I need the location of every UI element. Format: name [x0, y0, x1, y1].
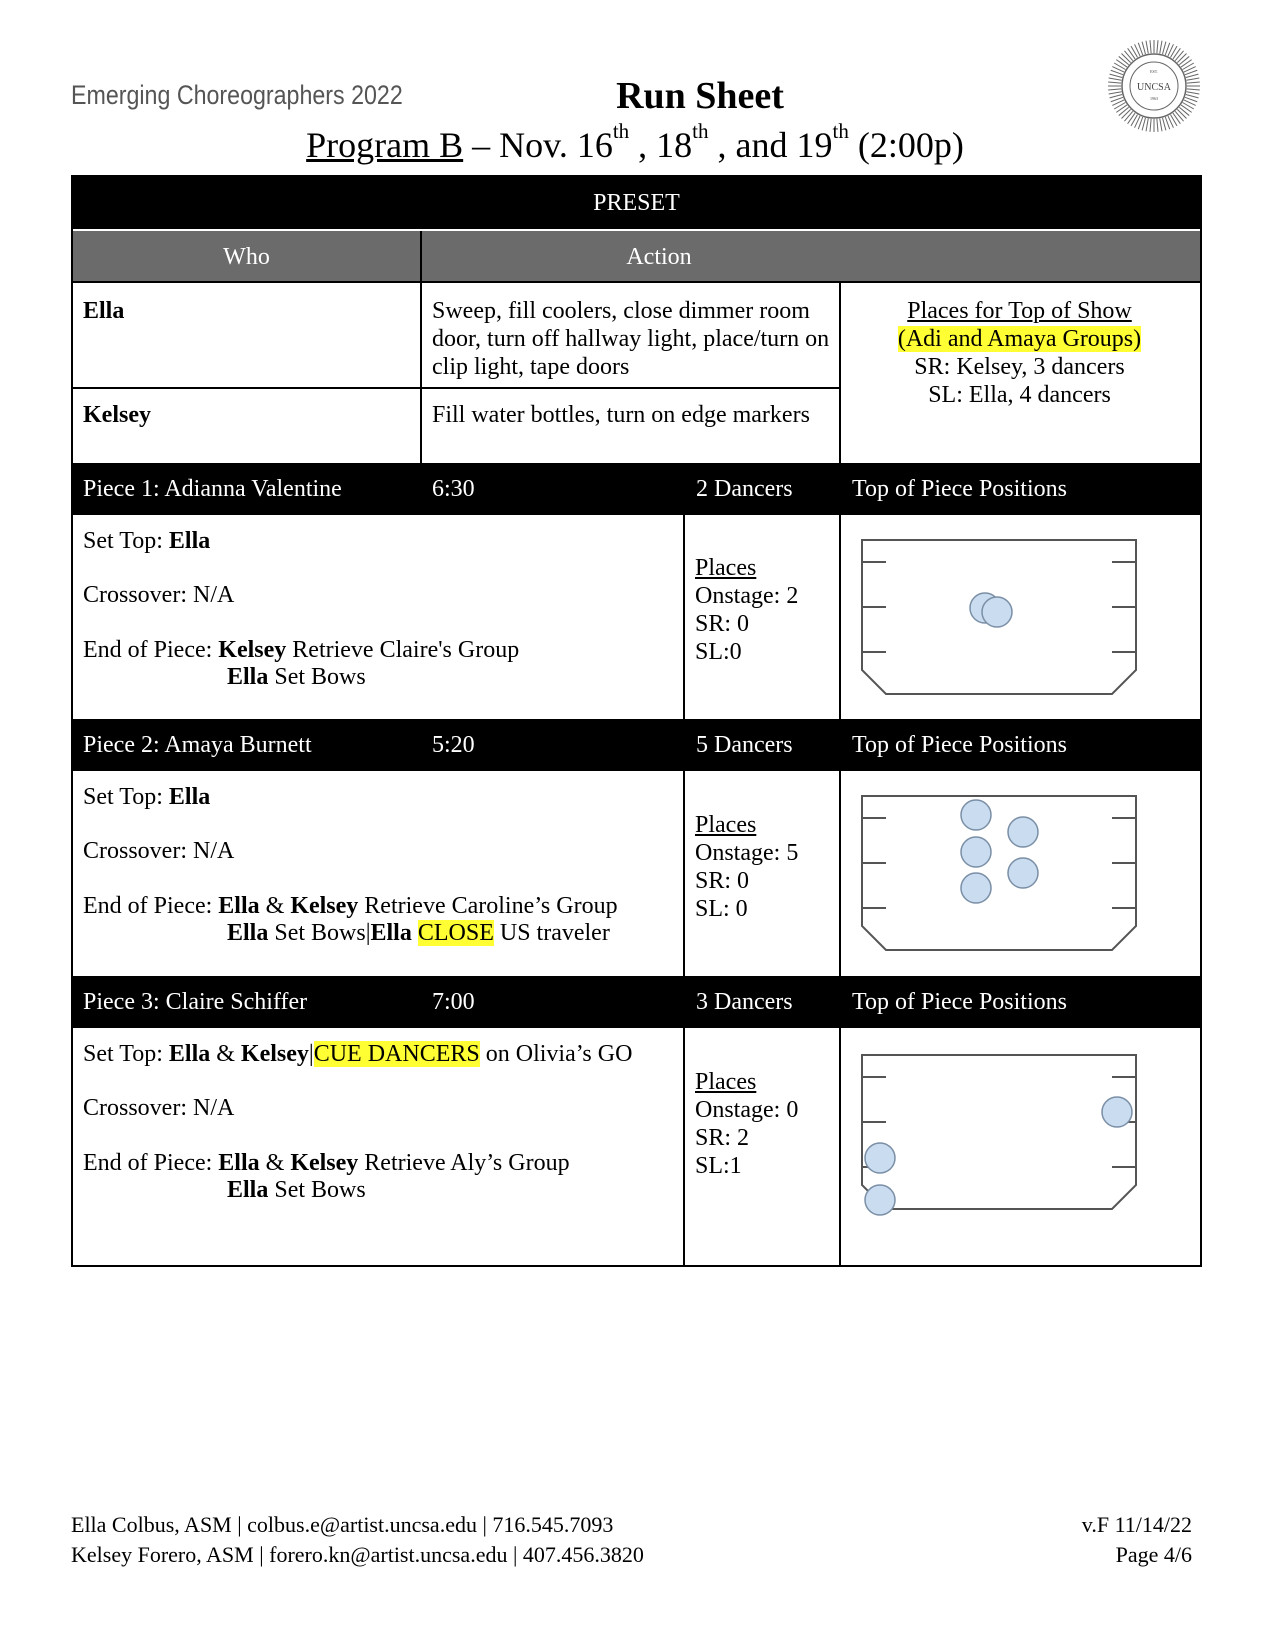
places-sr: SR: Kelsey, 3 dancers [914, 354, 1125, 380]
preset-action-ella: Sweep, fill coolers, close dimmer room door, turn off hallway light, place/turn on clip light, tape doors [432, 298, 830, 380]
version-text: v.F 11/14/22 [1081, 1512, 1192, 1537]
places-sl: SL:0 [695, 639, 742, 665]
piece-title: Piece 2: Amaya Burnett [83, 732, 312, 758]
action-column-header: Action [626, 244, 692, 270]
dancer-marker [1008, 817, 1038, 847]
crossover: Crossover: N/A [83, 838, 235, 864]
footer-contact-ella: Ella Colbus, ASM | colbus.e@artist.uncsa.edu | 716.545.7093 [71, 1512, 614, 1537]
piece-duration: 5:20 [432, 732, 475, 758]
uncsa-seal-logo [1106, 38, 1202, 134]
stage-diagram [859, 1052, 1149, 1217]
piece-header [73, 976, 1200, 1028]
places-sr: SR: 0 [695, 611, 750, 637]
program-subtitle [0, 119, 1270, 166]
places-sr: SR: 0 [695, 868, 750, 894]
page-title: Run Sheet [616, 75, 784, 117]
places-sr: SR: 2 [695, 1125, 750, 1151]
seal-year: 1963 [1150, 96, 1158, 101]
dates-text: , and 19 [708, 125, 833, 165]
piece-body [73, 771, 1200, 976]
crossover: Crossover: N/A [83, 1095, 235, 1121]
places-title: Places [695, 812, 757, 838]
organization-name: Emerging Choreographers 2022 [71, 80, 403, 110]
program-name: Program B [306, 125, 464, 165]
places-sl: SL: 0 [695, 896, 748, 922]
preset-column-headers [73, 229, 1200, 281]
piece-dancer-count: 5 Dancers [696, 732, 793, 758]
end-of-piece-line2: Ella Set Bows [227, 1177, 366, 1203]
set-top: Set Top: Ella & Kelsey|CUE DANCERS on Olivia’s GO [83, 1041, 633, 1067]
piece-body [73, 1028, 1200, 1265]
piece-body [73, 515, 1200, 719]
places-top-of-show [841, 297, 1198, 409]
preset-rows [73, 281, 1200, 463]
dates-text: , 18 [629, 125, 693, 165]
piece-header [73, 719, 1200, 771]
piece-title: Piece 3: Claire Schiffer [83, 989, 308, 1015]
piece-title: Piece 1: Adianna Valentine [83, 476, 342, 502]
dancer-marker [961, 837, 991, 867]
preset-who-kelsey: Kelsey [83, 402, 151, 428]
places-title: Places [695, 555, 757, 581]
preset-header: PRESET [73, 177, 1200, 229]
places-onstage: Onstage: 2 [695, 583, 799, 609]
dancer-marker [961, 873, 991, 903]
end-of-piece: End of Piece: Ella & Kelsey Retrieve Aly’s Group [83, 1150, 570, 1176]
who-column-header: Who [223, 244, 270, 270]
end-of-piece: End of Piece: Ella & Kelsey Retrieve Caroline’s Group [83, 893, 618, 919]
page-number: Page 4/6 [1115, 1542, 1192, 1567]
end-of-piece: End of Piece: Kelsey Retrieve Claire's Group [83, 637, 520, 663]
stage-diagram [859, 793, 1149, 958]
run-sheet-table [71, 175, 1202, 1267]
places-sl: SL: Ella, 4 dancers [928, 382, 1111, 408]
places-block [695, 811, 798, 923]
seal-est: EST. [1150, 69, 1158, 74]
end-of-piece-line2: Ella Set Bows [227, 664, 366, 690]
dancer-marker [961, 800, 991, 830]
footer-version-page [1082, 1510, 1192, 1570]
dancer-marker [865, 1185, 895, 1215]
preset-who-ella: Ella [83, 298, 125, 324]
piece-header [73, 463, 1200, 515]
positions-label: Top of Piece Positions [852, 989, 1067, 1015]
dancer-marker [865, 1143, 895, 1173]
superscript: th [612, 119, 630, 143]
places-top-title: Places for Top of Show [907, 298, 1132, 324]
piece-duration: 6:30 [432, 476, 475, 502]
positions-label: Top of Piece Positions [852, 476, 1067, 502]
set-top: Set Top: Ella [83, 784, 211, 810]
crossover: Crossover: N/A [83, 582, 235, 608]
dancer-marker [1102, 1097, 1132, 1127]
piece-duration: 7:00 [432, 989, 475, 1015]
places-onstage: Onstage: 0 [695, 1097, 799, 1123]
places-title: Places [695, 1069, 757, 1095]
footer-contacts [71, 1510, 644, 1570]
stage-outline [862, 1055, 1136, 1209]
set-top: Set Top: Ella [83, 528, 211, 554]
end-of-piece-line2: Ella Set Bows|Ella CLOSE US traveler [227, 920, 610, 946]
preset-action-kelsey: Fill water bottles, turn on edge markers [432, 402, 810, 428]
positions-label: Top of Piece Positions [852, 732, 1067, 758]
places-sl: SL:1 [695, 1153, 742, 1179]
footer-contact-kelsey: Kelsey Forero, ASM | forero.kn@artist.uncsa.edu | 407.456.3820 [71, 1542, 644, 1567]
places-groups: (Adi and Amaya Groups) [897, 326, 1142, 352]
places-onstage: Onstage: 5 [695, 840, 799, 866]
places-block [695, 1068, 798, 1180]
places-block [695, 554, 798, 666]
dancer-marker [1008, 858, 1038, 888]
stage-outline [862, 796, 1136, 950]
superscript: th [692, 119, 709, 143]
dancer-marker [982, 597, 1012, 627]
dates-text: – Nov. 16 [463, 125, 613, 165]
superscript: th [832, 119, 849, 143]
seal-text: UNCSA [1137, 82, 1171, 93]
piece-dancer-count: 3 Dancers [696, 989, 793, 1015]
dates-text: (2:00p) [848, 125, 964, 165]
stage-diagram [859, 537, 1149, 702]
piece-dancer-count: 2 Dancers [696, 476, 793, 502]
